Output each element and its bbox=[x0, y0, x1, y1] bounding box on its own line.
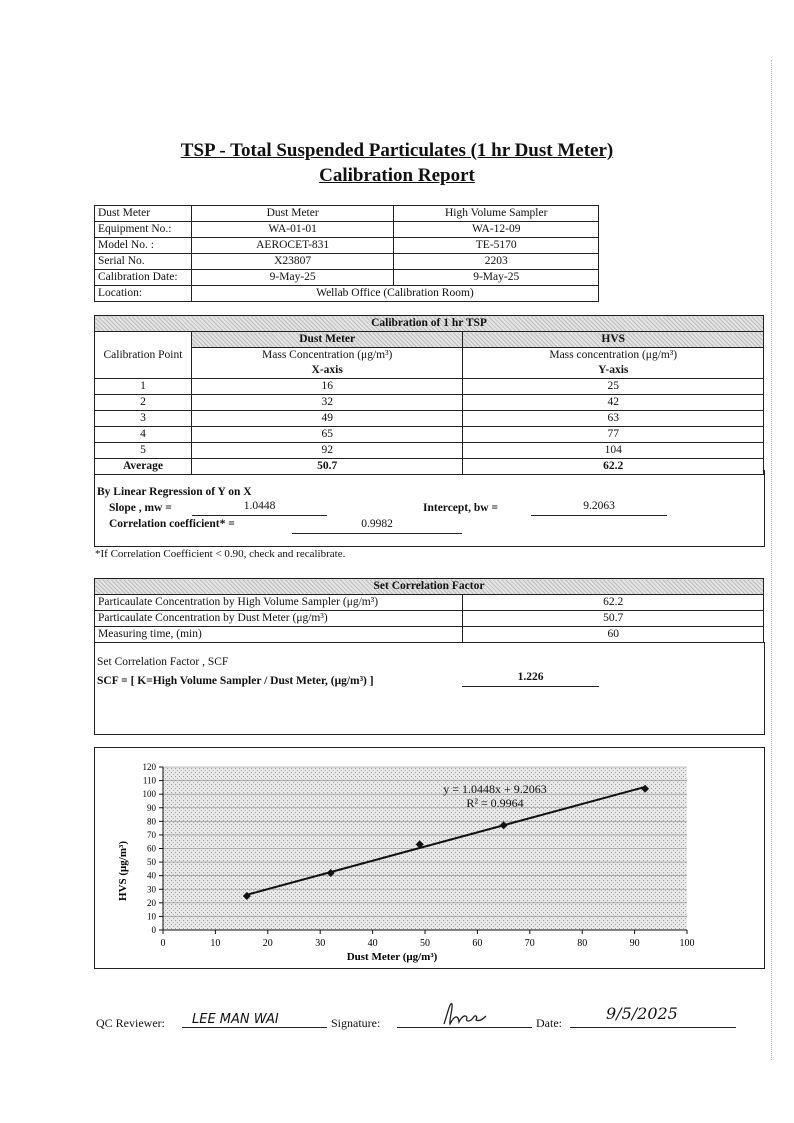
r-squared-label: R² = 0.9964 bbox=[466, 796, 524, 810]
average-y: 62.2 bbox=[463, 459, 764, 475]
x-axis-title: Dust Meter (μg/m³) bbox=[346, 951, 438, 963]
point-x-value: 16 bbox=[191, 379, 463, 395]
date-value: 9/5/2025 bbox=[606, 1004, 678, 1023]
point-number: 2 bbox=[95, 395, 192, 411]
y-tick-label: 50 bbox=[147, 857, 156, 868]
x-axis-header: X-axis bbox=[191, 363, 463, 379]
y-tick-label: 10 bbox=[147, 911, 156, 922]
point-y-value: 63 bbox=[463, 411, 764, 427]
scf-underline bbox=[462, 686, 599, 687]
y-tick-label: 20 bbox=[147, 897, 156, 908]
x-tick-label: 100 bbox=[679, 938, 695, 949]
point-number: 5 bbox=[95, 443, 192, 459]
calibration-table bbox=[94, 315, 764, 475]
equip-row-dm: WA-01-01 bbox=[191, 222, 394, 238]
equip-row-label: Equipment No.: bbox=[95, 222, 192, 238]
report-title: TSP - Total Suspended Particulates (1 hr Dust Meter) bbox=[180, 140, 614, 161]
x-tick-label: 60 bbox=[472, 938, 483, 949]
intercept-label: Intercept, bw = bbox=[423, 502, 499, 514]
slope-value: 1.0448 bbox=[243, 500, 276, 512]
x-tick-label: 90 bbox=[629, 938, 640, 949]
reviewer-label: QC Reviewer: bbox=[96, 1016, 165, 1030]
x-tick-label: 40 bbox=[367, 938, 378, 949]
dust-meter-header: Dust Meter bbox=[191, 332, 463, 348]
scf-row-value: 60 bbox=[463, 627, 764, 643]
y-tick-label: 110 bbox=[142, 775, 156, 786]
regression-heading: By Linear Regression of Y on X bbox=[97, 486, 252, 498]
equip-row-dm: 9-May-25 bbox=[191, 270, 394, 286]
calibration-section-title: Calibration of 1 hr TSP bbox=[95, 316, 764, 332]
scf-box bbox=[94, 642, 765, 735]
equip-row-hvs: 9-May-25 bbox=[394, 270, 599, 286]
date-label: Date: bbox=[536, 1016, 562, 1030]
regression-box bbox=[94, 470, 765, 547]
y-tick-label: 60 bbox=[147, 843, 156, 854]
equip-row-hvs: WA-12-09 bbox=[394, 222, 599, 238]
correlation-label: Correlation coefficient* = bbox=[109, 518, 235, 530]
equip-row-dm: AEROCET-831 bbox=[191, 238, 394, 254]
y-tick-label: 80 bbox=[147, 816, 156, 827]
equip-row-dm: X23807 bbox=[191, 254, 394, 270]
edge-mark bbox=[771, 60, 772, 1060]
y-tick-label: 30 bbox=[147, 884, 156, 895]
y-tick-label: 90 bbox=[147, 802, 156, 813]
y-tick-label: 120 bbox=[142, 762, 156, 772]
average-label: Average bbox=[95, 459, 192, 475]
reviewer-name: LEE MAN WAI bbox=[192, 1012, 279, 1027]
report-subtitle: Calibration Report bbox=[319, 165, 475, 186]
scf-row-value: 62.2 bbox=[463, 595, 764, 611]
y-tick-label: 0 bbox=[151, 925, 156, 935]
x-tick-label: 70 bbox=[524, 938, 535, 949]
x-tick-label: 10 bbox=[210, 938, 221, 949]
signature-label: Signature: bbox=[331, 1016, 381, 1030]
x-tick-label: 0 bbox=[160, 938, 166, 949]
point-y-value: 77 bbox=[463, 427, 764, 443]
point-number: 1 bbox=[95, 379, 192, 395]
point-x-value: 49 bbox=[191, 411, 463, 427]
y-tick-label: 70 bbox=[147, 829, 156, 840]
equip-row-hvs: TE-5170 bbox=[394, 238, 599, 254]
point-x-value: 32 bbox=[191, 395, 463, 411]
point-number: 3 bbox=[95, 411, 192, 427]
point-y-value: 25 bbox=[463, 379, 764, 395]
date-underline bbox=[570, 1027, 736, 1028]
x-tick-label: 50 bbox=[420, 938, 430, 949]
equip-row-hvs: 2203 bbox=[394, 254, 599, 270]
x-tick-label: 20 bbox=[262, 938, 273, 949]
location-label: Location: bbox=[95, 286, 192, 302]
x-tick-label: 80 bbox=[577, 938, 588, 949]
hvs-header: HVS bbox=[463, 332, 764, 348]
y-tick-label: 100 bbox=[142, 789, 156, 800]
point-y-value: 42 bbox=[463, 395, 764, 411]
scf-value: 1.226 bbox=[517, 671, 544, 683]
y-axis-header: Y-axis bbox=[463, 363, 764, 379]
calibration-chart bbox=[95, 748, 764, 968]
point-y-value: 104 bbox=[463, 443, 764, 459]
equip-row-label: Serial No. bbox=[95, 254, 192, 270]
hvs-unit-header: Mass concentration (μg/m³) bbox=[463, 348, 764, 364]
location-value: Wellab Office (Calibration Room) bbox=[191, 286, 598, 302]
point-x-value: 65 bbox=[191, 427, 463, 443]
y-tick-label: 40 bbox=[147, 870, 156, 881]
point-number: 4 bbox=[95, 427, 192, 443]
signature-mark bbox=[440, 1000, 490, 1028]
scf-row-label: Particaulate Concentration by High Volume Sampler (μg/m³) bbox=[95, 595, 463, 611]
x-tick-label: 30 bbox=[315, 938, 326, 949]
dm-unit-header: Mass Concentration (μg/m³) bbox=[191, 348, 463, 364]
equip-header-label: Dust Meter bbox=[95, 206, 192, 222]
scf-row-value: 50.7 bbox=[463, 611, 764, 627]
equip-header-dm: Dust Meter bbox=[191, 206, 394, 222]
y-axis-title: HVS (μg/m³) bbox=[117, 841, 129, 901]
equip-header-hvs: High Volume Sampler bbox=[394, 206, 599, 222]
equipment-table bbox=[94, 205, 599, 302]
scf-row-label: Measuring time, (min) bbox=[95, 627, 463, 643]
point-x-value: 92 bbox=[191, 443, 463, 459]
recalibrate-note: *If Correlation Coefficient < 0.90, check and recalibrate. bbox=[95, 548, 346, 560]
calibration-point-header: Calibration Point bbox=[95, 332, 192, 379]
trendline-equation: y = 1.0448x + 9.2063 bbox=[443, 782, 547, 796]
scf-table bbox=[94, 578, 764, 643]
equip-row-label: Model No. : bbox=[95, 238, 192, 254]
scf-row-label: Particaulate Concentration by Dust Meter (μg/m³) bbox=[95, 611, 463, 627]
correlation-value: 0.9982 bbox=[361, 518, 393, 530]
intercept-value: 9.2063 bbox=[583, 500, 615, 512]
chart-frame bbox=[94, 747, 765, 969]
chart-grid bbox=[163, 767, 687, 930]
signature-underline bbox=[397, 1027, 532, 1028]
slope-label: Slope , mw = bbox=[109, 502, 172, 514]
slope-underline bbox=[192, 515, 327, 516]
equip-row-label: Calibration Date: bbox=[95, 270, 192, 286]
intercept-underline bbox=[531, 515, 667, 516]
reviewer-underline bbox=[182, 1027, 327, 1028]
average-x: 50.7 bbox=[191, 459, 463, 475]
scf-section-title: Set Correlation Factor bbox=[95, 579, 764, 595]
scf-formula-label: SCF = [ K=High Volume Sampler / Dust Meter, (μg/m³) ] bbox=[97, 675, 374, 687]
scf-heading: Set Correlation Factor , SCF bbox=[97, 656, 229, 668]
correlation-underline bbox=[292, 533, 462, 534]
